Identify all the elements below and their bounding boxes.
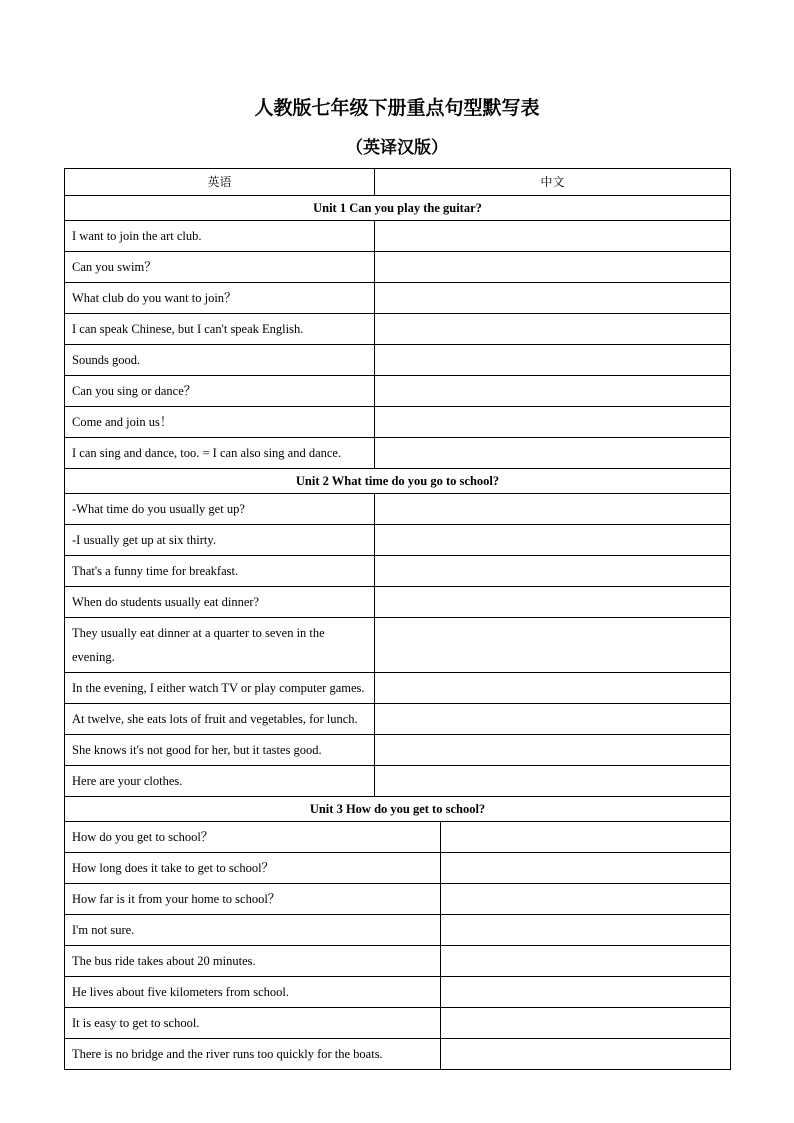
english-sentence: How do you get to school？ — [65, 822, 441, 853]
english-sentence: In the evening, I either watch TV or play computer games. — [65, 673, 375, 704]
table-row — [65, 494, 731, 525]
chinese-answer-cell[interactable] — [375, 766, 731, 797]
document-subtitle: （英译汉版） — [346, 138, 448, 158]
english-sentence: That's a funny time for breakfast. — [65, 556, 375, 587]
english-sentence: They usually eat dinner at a quarter to seven in the evening. — [65, 618, 375, 673]
table-header-row — [65, 169, 731, 196]
english-sentence: The bus ride takes about 20 minutes. — [65, 946, 441, 977]
english-sentence: Here are your clothes. — [65, 766, 375, 797]
chinese-answer-cell[interactable] — [375, 252, 731, 283]
chinese-answer-cell[interactable] — [375, 494, 731, 525]
table-row — [65, 587, 731, 618]
chinese-answer-cell[interactable] — [375, 283, 731, 314]
chinese-answer-cell[interactable] — [375, 735, 731, 766]
unit-heading-row — [65, 469, 731, 494]
english-sentence: It is easy to get to school. — [65, 1008, 441, 1039]
table-row — [65, 314, 731, 345]
english-sentence: There is no bridge and the river runs too quickly for the boats. — [65, 1039, 441, 1070]
english-sentence: At twelve, she eats lots of fruit and vegetables, for lunch. — [65, 704, 375, 735]
table-row — [65, 735, 731, 766]
english-sentence: I want to join the art club. — [65, 221, 375, 252]
chinese-answer-cell[interactable] — [375, 673, 731, 704]
chinese-answer-cell[interactable] — [441, 1039, 731, 1070]
table-row — [65, 673, 731, 704]
table-row — [65, 407, 731, 438]
english-sentence: When do students usually eat dinner? — [65, 587, 375, 618]
english-sentence: I can sing and dance, too. = I can also sing and dance. — [65, 438, 375, 469]
unit-heading: Unit 1 Can you play the guitar? — [65, 196, 731, 221]
unit-heading: Unit 3 How do you get to school? — [65, 797, 731, 822]
table-row — [65, 556, 731, 587]
english-sentence: Come and join us！ — [65, 407, 375, 438]
chinese-answer-cell[interactable] — [375, 704, 731, 735]
chinese-answer-cell[interactable] — [441, 853, 731, 884]
english-sentence: She knows it's not good for her, but it tastes good. — [65, 735, 375, 766]
english-sentence: Can you sing or dance？ — [65, 376, 375, 407]
table-row — [65, 766, 731, 797]
english-sentence: He lives about five kilometers from school. — [65, 977, 441, 1008]
table-row — [65, 283, 731, 314]
table-row — [65, 884, 731, 915]
english-sentence: Sounds good. — [65, 345, 375, 376]
english-sentence: -I usually get up at six thirty. — [65, 525, 375, 556]
table-row — [65, 221, 731, 252]
table-row — [65, 345, 731, 376]
chinese-answer-cell[interactable] — [441, 884, 731, 915]
chinese-answer-cell[interactable] — [375, 314, 731, 345]
table-row — [65, 376, 731, 407]
chinese-answer-cell[interactable] — [375, 407, 731, 438]
unit-heading-row — [65, 797, 731, 822]
table-row — [65, 853, 731, 884]
english-sentence: How far is it from your home to school？ — [65, 884, 441, 915]
english-sentence: I can speak Chinese, but I can't speak English. — [65, 314, 375, 345]
header-chinese: 中文 — [375, 169, 731, 196]
english-sentence: Can you swim？ — [65, 252, 375, 283]
table-row — [65, 618, 731, 673]
english-sentence: -What time do you usually get up? — [65, 494, 375, 525]
dictation-table — [64, 168, 731, 1070]
table-row — [65, 704, 731, 735]
chinese-answer-cell[interactable] — [375, 618, 731, 673]
table-row — [65, 822, 731, 853]
table-row — [65, 438, 731, 469]
unit-heading-row — [65, 196, 731, 221]
english-sentence: What club do you want to join？ — [65, 283, 375, 314]
table-row — [65, 525, 731, 556]
chinese-answer-cell[interactable] — [441, 915, 731, 946]
chinese-answer-cell[interactable] — [375, 376, 731, 407]
english-sentence: How long does it take to get to school？ — [65, 853, 441, 884]
chinese-answer-cell[interactable] — [375, 345, 731, 376]
unit-heading: Unit 2 What time do you go to school? — [65, 469, 731, 494]
chinese-answer-cell[interactable] — [375, 221, 731, 252]
table-row — [65, 915, 731, 946]
chinese-answer-cell[interactable] — [375, 525, 731, 556]
table-row — [65, 977, 731, 1008]
chinese-answer-cell[interactable] — [375, 438, 731, 469]
chinese-answer-cell[interactable] — [441, 1008, 731, 1039]
document-title: 人教版七年级下册重点句型默写表 — [254, 97, 540, 119]
chinese-answer-cell[interactable] — [375, 556, 731, 587]
chinese-answer-cell[interactable] — [441, 977, 731, 1008]
chinese-answer-cell[interactable] — [441, 946, 731, 977]
chinese-answer-cell[interactable] — [441, 822, 731, 853]
table-row — [65, 1008, 731, 1039]
table-row — [65, 252, 731, 283]
table-row — [65, 1039, 731, 1070]
chinese-answer-cell[interactable] — [375, 587, 731, 618]
english-sentence: I'm not sure. — [65, 915, 441, 946]
header-english: 英语 — [65, 169, 375, 196]
table-row — [65, 946, 731, 977]
